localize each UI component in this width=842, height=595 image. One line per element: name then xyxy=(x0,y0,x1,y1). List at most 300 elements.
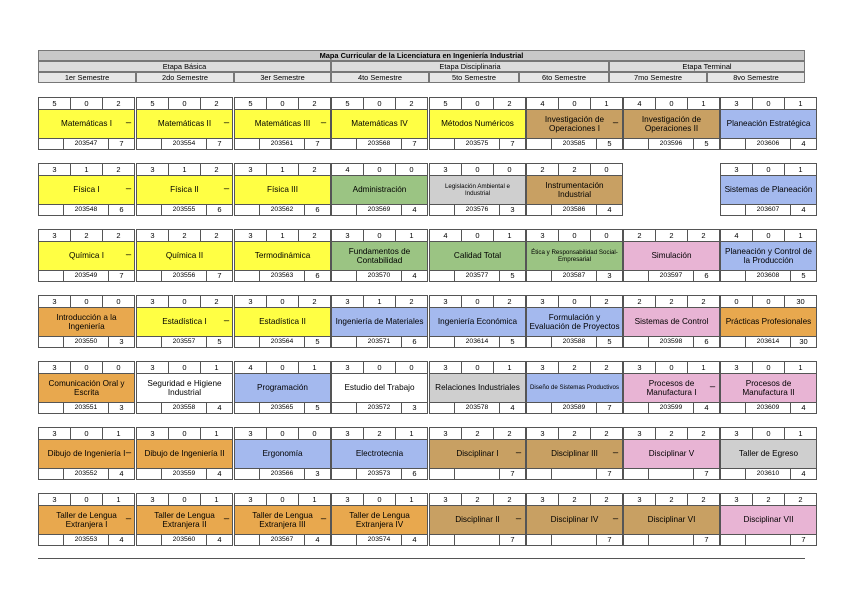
map-title: Mapa Curricular de la Licenciatura en Ingeniería Industrial xyxy=(38,50,805,61)
course-code: 203589 xyxy=(551,403,597,413)
course-card xyxy=(429,229,526,282)
course-name: Introducción a la Ingeniería xyxy=(39,307,134,337)
course-card xyxy=(331,163,428,216)
course-name: Sistemas de Planeación xyxy=(721,175,816,205)
hours-workshop: 2 xyxy=(214,165,219,174)
hours-workshop: 2 xyxy=(312,231,317,240)
course-card xyxy=(526,361,623,414)
hours-class: 3 xyxy=(332,428,364,439)
course-credits: 7 xyxy=(704,535,709,544)
hours-class: 3 xyxy=(235,164,267,175)
course-card xyxy=(429,361,526,414)
course-name: Estadística I xyxy=(137,307,232,337)
course-code: 203607 xyxy=(745,205,791,215)
course-code: 203570 xyxy=(356,271,402,281)
course-credits: 6 xyxy=(704,271,709,280)
course-code xyxy=(745,535,791,545)
hours-lab: 2 xyxy=(656,296,688,307)
hours-lab: 0 xyxy=(169,296,201,307)
hours-lab: 0 xyxy=(71,494,103,505)
course-code: 203614 xyxy=(745,337,791,347)
course-name: Electrotecnia xyxy=(332,439,427,469)
prerequisite-connector: --- xyxy=(612,118,618,127)
course-card xyxy=(429,295,526,348)
course-credits: 5 xyxy=(217,337,222,346)
hours-workshop: 2 xyxy=(214,231,219,240)
course-credits: 7 xyxy=(510,139,515,148)
course-credits: 7 xyxy=(801,535,806,544)
course-name: Taller de Lengua Extranjera III xyxy=(235,505,330,535)
hours-class: 3 xyxy=(430,428,462,439)
course-card xyxy=(331,361,428,414)
course-credits: 7 xyxy=(412,139,417,148)
course-name: Estadística II xyxy=(235,307,330,337)
course-credits: 6 xyxy=(412,337,417,346)
course-code: 203562 xyxy=(259,205,305,215)
hours-class: 3 xyxy=(527,296,559,307)
hours-class: 3 xyxy=(430,494,462,505)
course-card xyxy=(234,361,331,414)
prerequisite-connector: --- xyxy=(125,514,131,523)
hours-lab: 0 xyxy=(267,494,299,505)
course-name: Procesos de Manufactura II xyxy=(721,373,816,403)
prerequisite-connector: --- xyxy=(125,250,131,259)
course-code: 203566 xyxy=(259,469,305,479)
hours-class: 3 xyxy=(235,230,267,241)
course-name: Disciplinar I xyxy=(430,439,525,469)
course-name: Métodos Numéricos xyxy=(430,109,525,139)
hours-workshop: 2 xyxy=(312,297,317,306)
course-code: 203564 xyxy=(259,337,305,347)
hours-lab: 0 xyxy=(753,362,785,373)
course-name: Fundamentos de Contabilidad xyxy=(332,241,427,271)
course-credits: 7 xyxy=(607,535,612,544)
course-credits: 4 xyxy=(801,139,806,148)
hours-lab: 2 xyxy=(462,428,494,439)
hours-workshop: 2 xyxy=(604,429,609,438)
hours-class: 3 xyxy=(430,164,462,175)
hours-class: 3 xyxy=(721,98,753,109)
course-code: 203576 xyxy=(454,205,500,215)
course-code xyxy=(551,535,597,545)
course-code: 203599 xyxy=(648,403,694,413)
hours-workshop: 2 xyxy=(214,99,219,108)
course-code: 203568 xyxy=(356,139,402,149)
hours-workshop: 1 xyxy=(798,363,803,372)
course-credits: 5 xyxy=(607,337,612,346)
course-credits: 7 xyxy=(607,403,612,412)
hours-class: 4 xyxy=(430,230,462,241)
course-code: 203550 xyxy=(63,337,109,347)
course-credits: 5 xyxy=(801,271,806,280)
course-card xyxy=(38,295,135,348)
hours-lab: 0 xyxy=(364,362,396,373)
hours-class: 4 xyxy=(332,164,364,175)
course-name: Programación xyxy=(235,373,330,403)
course-name: Disciplinar VI xyxy=(624,505,719,535)
course-code: 203548 xyxy=(63,205,109,215)
hours-class: 3 xyxy=(624,494,656,505)
hours-workshop: 1 xyxy=(409,429,414,438)
hours-class: 3 xyxy=(527,494,559,505)
hours-lab: 0 xyxy=(267,296,299,307)
hours-class: 3 xyxy=(39,296,71,307)
course-code: 203553 xyxy=(63,535,109,545)
course-credits: 6 xyxy=(315,205,320,214)
course-code xyxy=(454,535,500,545)
course-code: 203614 xyxy=(454,337,500,347)
course-card xyxy=(720,427,817,480)
prerequisite-connector: --- xyxy=(612,448,618,457)
course-name: Dibujo de Ingeniería II xyxy=(137,439,232,469)
course-name: Investigación de Operaciones I xyxy=(527,109,622,139)
hours-lab: 0 xyxy=(656,362,688,373)
course-credits: 7 xyxy=(315,139,320,148)
course-credits: 4 xyxy=(412,271,417,280)
hours-lab: 0 xyxy=(753,296,785,307)
stage-basic: Etapa Básica xyxy=(38,61,331,72)
prerequisite-connector: --- xyxy=(223,316,229,325)
course-name: Física I xyxy=(39,175,134,205)
hours-class: 3 xyxy=(332,296,364,307)
course-name: Química II xyxy=(137,241,232,271)
semester-2-header: 2do Semestre xyxy=(136,72,234,83)
hours-workshop: 2 xyxy=(701,297,706,306)
hours-lab: 0 xyxy=(71,296,103,307)
course-credits: 7 xyxy=(510,535,515,544)
course-code: 203557 xyxy=(161,337,207,347)
hours-lab: 1 xyxy=(267,230,299,241)
hours-class: 4 xyxy=(235,362,267,373)
course-name: Taller de Lengua Extranjera II xyxy=(137,505,232,535)
course-credits: 4 xyxy=(412,205,417,214)
hours-workshop: 0 xyxy=(409,363,414,372)
course-name: Taller de Lengua Extranjera IV xyxy=(332,505,427,535)
course-credits: 6 xyxy=(704,337,709,346)
hours-class: 2 xyxy=(624,296,656,307)
hours-class: 0 xyxy=(721,296,753,307)
hours-class: 3 xyxy=(430,362,462,373)
hours-class: 4 xyxy=(721,230,753,241)
course-card xyxy=(136,427,233,480)
hours-lab: 0 xyxy=(753,98,785,109)
prerequisite-connector: --- xyxy=(320,118,326,127)
course-code: 203578 xyxy=(454,403,500,413)
course-name: Química I xyxy=(39,241,134,271)
hours-lab: 0 xyxy=(462,296,494,307)
hours-lab: 1 xyxy=(169,164,201,175)
hours-class: 3 xyxy=(137,230,169,241)
hours-workshop: 0 xyxy=(116,297,121,306)
hours-lab: 2 xyxy=(656,428,688,439)
hours-class: 3 xyxy=(721,362,753,373)
hours-class: 3 xyxy=(137,428,169,439)
hours-class: 3 xyxy=(39,164,71,175)
course-card xyxy=(234,229,331,282)
hours-workshop: 2 xyxy=(604,495,609,504)
hours-workshop: 1 xyxy=(798,231,803,240)
hours-workshop: 2 xyxy=(701,231,706,240)
course-name: Procesos de Manufactura I xyxy=(624,373,719,403)
course-name: Estudio del Trabajo xyxy=(332,373,427,403)
hours-lab: 0 xyxy=(364,164,396,175)
hours-workshop: 2 xyxy=(214,297,219,306)
course-credits: 5 xyxy=(510,337,515,346)
course-code: 203585 xyxy=(551,139,597,149)
course-name: Física II xyxy=(137,175,232,205)
hours-workshop: 1 xyxy=(701,99,706,108)
course-code xyxy=(551,469,597,479)
hours-lab: 0 xyxy=(364,494,396,505)
course-code: 203606 xyxy=(745,139,791,149)
course-card xyxy=(526,163,623,216)
hours-lab: 2 xyxy=(462,494,494,505)
hours-class: 3 xyxy=(39,362,71,373)
hours-class: 5 xyxy=(235,98,267,109)
course-code: 203575 xyxy=(454,139,500,149)
semester-1-header: 1er Semestre xyxy=(38,72,136,83)
hours-workshop: 1 xyxy=(409,231,414,240)
course-credits: 4 xyxy=(510,403,515,412)
course-credits: 4 xyxy=(217,469,222,478)
hours-lab: 0 xyxy=(656,98,688,109)
hours-workshop: 1 xyxy=(507,231,512,240)
course-card xyxy=(234,427,331,480)
course-card xyxy=(331,229,428,282)
hours-workshop: 0 xyxy=(312,429,317,438)
course-card xyxy=(623,493,720,546)
hours-class: 3 xyxy=(39,428,71,439)
stage-terminal: Etapa Terminal xyxy=(609,61,805,72)
hours-workshop: 1 xyxy=(116,495,121,504)
course-card xyxy=(331,97,428,150)
hours-workshop: 2 xyxy=(701,495,706,504)
course-credits: 3 xyxy=(315,469,320,478)
hours-lab: 2 xyxy=(364,428,396,439)
course-card xyxy=(623,295,720,348)
course-code: 203558 xyxy=(161,403,207,413)
course-credits: 4 xyxy=(315,535,320,544)
course-card xyxy=(526,295,623,348)
course-card xyxy=(623,97,720,150)
hours-lab: 2 xyxy=(753,494,785,505)
hours-lab: 0 xyxy=(559,296,591,307)
hours-class: 5 xyxy=(39,98,71,109)
semester-3-header: 3er Semestre xyxy=(234,72,331,83)
course-name: Seguridad e Higiene Industrial xyxy=(137,373,232,403)
course-name: Matemáticas I xyxy=(39,109,134,139)
course-name: Investigación de Operaciones II xyxy=(624,109,719,139)
course-credits: 7 xyxy=(119,139,124,148)
course-credits: 30 xyxy=(799,337,808,346)
course-code: 203563 xyxy=(259,271,305,281)
hours-workshop: 2 xyxy=(116,165,121,174)
hours-class: 3 xyxy=(721,494,753,505)
course-name: Comunicación Oral y Escrita xyxy=(39,373,134,403)
hours-class: 3 xyxy=(235,296,267,307)
course-name: Matemáticas III xyxy=(235,109,330,139)
course-code: 203549 xyxy=(63,271,109,281)
hours-lab: 0 xyxy=(753,230,785,241)
hours-workshop: 2 xyxy=(116,99,121,108)
course-card xyxy=(38,361,135,414)
hours-workshop: 2 xyxy=(701,429,706,438)
hours-lab: 0 xyxy=(462,164,494,175)
hours-workshop: 0 xyxy=(604,231,609,240)
hours-lab: 2 xyxy=(656,494,688,505)
course-code: 203608 xyxy=(745,271,791,281)
course-code: 203569 xyxy=(356,205,402,215)
course-name: Taller de Lengua Extranjera I xyxy=(39,505,134,535)
course-code: 203565 xyxy=(259,403,305,413)
course-name: Administración xyxy=(332,175,427,205)
hours-lab: 0 xyxy=(169,362,201,373)
hours-workshop: 1 xyxy=(116,429,121,438)
stage-disciplinary: Etapa Disciplinaria xyxy=(331,61,609,72)
hours-workshop: 2 xyxy=(507,99,512,108)
course-name: Termodinámica xyxy=(235,241,330,271)
hours-class: 2 xyxy=(527,164,559,175)
course-credits: 4 xyxy=(801,403,806,412)
course-code: 203596 xyxy=(648,139,694,149)
hours-workshop: 1 xyxy=(312,495,317,504)
hours-workshop: 30 xyxy=(796,297,805,306)
course-name: Disciplinar V xyxy=(624,439,719,469)
course-name: Simulación xyxy=(624,241,719,271)
course-name: Calidad Total xyxy=(430,241,525,271)
hours-lab: 0 xyxy=(364,230,396,241)
hours-workshop: 1 xyxy=(507,363,512,372)
course-code: 203559 xyxy=(161,469,207,479)
course-code: 203554 xyxy=(161,139,207,149)
course-credits: 4 xyxy=(217,403,222,412)
course-code: 203551 xyxy=(63,403,109,413)
hours-class: 3 xyxy=(39,230,71,241)
hours-class: 3 xyxy=(137,296,169,307)
hours-lab: 0 xyxy=(559,98,591,109)
course-credits: 4 xyxy=(119,469,124,478)
course-code: 203556 xyxy=(161,271,207,281)
course-name: Matemáticas IV xyxy=(332,109,427,139)
hours-class: 3 xyxy=(332,494,364,505)
hours-lab: 0 xyxy=(267,428,299,439)
course-credits: 6 xyxy=(119,205,124,214)
hours-class: 3 xyxy=(137,494,169,505)
course-credits: 7 xyxy=(217,139,222,148)
course-code: 203574 xyxy=(356,535,402,545)
hours-class: 5 xyxy=(430,98,462,109)
course-name: Física III xyxy=(235,175,330,205)
prerequisite-connector: --- xyxy=(223,184,229,193)
course-code: 203560 xyxy=(161,535,207,545)
course-credits: 6 xyxy=(315,271,320,280)
hours-lab: 2 xyxy=(71,230,103,241)
prerequisite-connector: --- xyxy=(223,118,229,127)
hours-class: 3 xyxy=(624,428,656,439)
hours-class: 3 xyxy=(624,362,656,373)
hours-lab: 0 xyxy=(462,98,494,109)
course-credits: 7 xyxy=(704,469,709,478)
hours-workshop: 2 xyxy=(312,165,317,174)
course-credits: 5 xyxy=(607,139,612,148)
hours-workshop: 1 xyxy=(604,99,609,108)
course-card xyxy=(720,361,817,414)
prerequisite-connector: --- xyxy=(515,514,521,523)
course-card xyxy=(331,493,428,546)
course-name: Ergonomía xyxy=(235,439,330,469)
course-card xyxy=(720,229,817,282)
course-code: 203573 xyxy=(356,469,402,479)
course-code: 203567 xyxy=(259,535,305,545)
hours-lab: 0 xyxy=(169,428,201,439)
hours-workshop: 0 xyxy=(116,363,121,372)
hours-class: 3 xyxy=(332,362,364,373)
course-name: Planeación Estratégica xyxy=(721,109,816,139)
prerequisite-connector: --- xyxy=(125,184,131,193)
hours-lab: 0 xyxy=(753,164,785,175)
hours-class: 5 xyxy=(332,98,364,109)
hours-lab: 2 xyxy=(559,494,591,505)
course-code: 203561 xyxy=(259,139,305,149)
course-card xyxy=(526,229,623,282)
course-card xyxy=(720,493,817,546)
hours-workshop: 2 xyxy=(507,297,512,306)
course-card xyxy=(136,361,233,414)
course-credits: 4 xyxy=(801,469,806,478)
hours-workshop: 2 xyxy=(507,429,512,438)
hours-workshop: 0 xyxy=(507,165,512,174)
hours-lab: 0 xyxy=(559,230,591,241)
grid-bottom-line xyxy=(38,558,805,559)
hours-workshop: 2 xyxy=(116,231,121,240)
course-code: 203609 xyxy=(745,403,791,413)
course-credits: 5 xyxy=(315,337,320,346)
hours-lab: 0 xyxy=(169,98,201,109)
hours-workshop: 1 xyxy=(798,99,803,108)
course-card xyxy=(136,229,233,282)
course-name: Diseño de Sistemas Productivos xyxy=(527,373,622,403)
prerequisite-connector: --- xyxy=(612,514,618,523)
hours-class: 3 xyxy=(137,362,169,373)
course-name: Planeación y Control de la Producción xyxy=(721,241,816,271)
hours-workshop: 1 xyxy=(409,495,414,504)
hours-class: 4 xyxy=(624,98,656,109)
hours-workshop: 1 xyxy=(214,429,219,438)
hours-workshop: 2 xyxy=(604,297,609,306)
hours-class: 2 xyxy=(624,230,656,241)
course-code: 203598 xyxy=(648,337,694,347)
semester-5-header: 5to Semestre xyxy=(429,72,519,83)
course-code: 203597 xyxy=(648,271,694,281)
course-card xyxy=(234,295,331,348)
course-credits: 3 xyxy=(119,403,124,412)
hours-lab: 2 xyxy=(656,230,688,241)
course-credits: 4 xyxy=(217,535,222,544)
semester-7-header: 7mo Semestre xyxy=(609,72,707,83)
course-name: Prácticas Profesionales xyxy=(721,307,816,337)
hours-lab: 2 xyxy=(169,230,201,241)
course-name: Sistemas de Control xyxy=(624,307,719,337)
hours-lab: 0 xyxy=(462,230,494,241)
semester-4-header: 4to Semestre xyxy=(331,72,429,83)
prerequisite-connector: --- xyxy=(125,118,131,127)
hours-workshop: 0 xyxy=(409,165,414,174)
hours-lab: 0 xyxy=(364,98,396,109)
course-code: 203577 xyxy=(454,271,500,281)
prerequisite-connector: --- xyxy=(709,382,715,391)
hours-workshop: 2 xyxy=(798,495,803,504)
hours-class: 3 xyxy=(39,494,71,505)
